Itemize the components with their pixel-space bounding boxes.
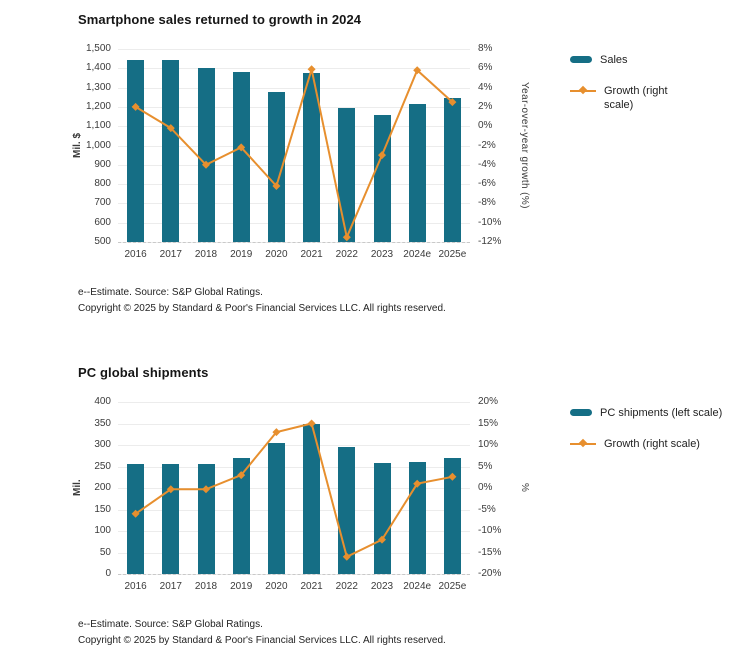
- x-axis-label: 2019: [230, 249, 253, 260]
- growth-line: [118, 396, 470, 574]
- x-axis-label: 2016: [124, 581, 147, 592]
- x-axis-label: 2023: [370, 581, 394, 592]
- x-axis-line: [118, 574, 470, 575]
- y-axis-tick-label-left: 800: [94, 178, 111, 190]
- source-footnote: e--Estimate. Source: S&P Global Ratings.: [78, 287, 263, 298]
- y-axis-tick-label-right: 5%: [478, 460, 493, 472]
- legend-label: Growth (right scale): [604, 438, 700, 450]
- chart-plot-area: [72, 396, 542, 606]
- y-axis-tick-label-left: 200: [94, 482, 111, 493]
- y-axis-tick-label-right: -5%: [478, 503, 496, 515]
- y-axis-tick-label-left: 400: [94, 396, 111, 407]
- bar-swatch-icon: [570, 56, 592, 63]
- y-axis-tick-label-left: 1,300: [85, 81, 111, 93]
- copyright-footnote: Copyright © 2025 by Standard & Poor's Financial Services LLC. All rights reserved.: [78, 635, 446, 646]
- right-axis-title: %: [519, 483, 530, 493]
- legend-item-growth: [570, 84, 692, 112]
- growth-line-marker: [343, 553, 351, 561]
- x-axis-label: 2021: [300, 249, 323, 260]
- y-axis-tick-label-left: 500: [94, 236, 111, 247]
- y-axis-tick-label-left: 350: [94, 417, 111, 429]
- growth-line-marker: [308, 65, 316, 73]
- growth-line-marker: [343, 233, 351, 241]
- y-axis-tick-label-right: 20%: [478, 396, 499, 407]
- y-axis-tick-label-right: 0%: [478, 120, 493, 132]
- y-axis-tick-label-left: 1,000: [85, 139, 111, 151]
- chart-legend: [570, 43, 692, 129]
- legend-item-sales: [570, 53, 692, 67]
- copyright-footnote: Copyright © 2025 by Standard & Poor's Financial Services LLC. All rights reserved.: [78, 303, 446, 314]
- pc-shipments-section: [72, 365, 750, 647]
- x-axis-label: 2022: [335, 249, 358, 260]
- x-axis-label: 2017: [159, 249, 182, 260]
- x-axis-line: [118, 242, 470, 243]
- y-axis-tick-label-right: -8%: [478, 197, 496, 209]
- x-axis-label: 2021: [300, 581, 323, 592]
- y-axis-tick-label-left: 1,200: [85, 100, 111, 112]
- y-axis-tick-label-left: 100: [94, 525, 111, 536]
- x-axis-label: 2017: [159, 581, 182, 592]
- left-axis-title: Mil. $: [72, 133, 83, 159]
- growth-line-marker: [202, 485, 210, 493]
- y-axis-tick-label-right: 4%: [478, 81, 493, 93]
- y-axis-tick-label-right: 10%: [478, 439, 499, 450]
- x-axis-label: 2016: [124, 249, 147, 260]
- y-axis-tick-label-left: 0: [105, 568, 111, 579]
- chart-title: Smartphone sales returned to growth in 2024: [78, 12, 362, 27]
- y-axis-tick-label-left: 1,100: [85, 120, 111, 132]
- chart-plot-area: [72, 43, 542, 274]
- y-axis-tick-label-right: 6%: [478, 62, 493, 74]
- y-axis-tick-label-right: -20%: [478, 568, 502, 579]
- x-axis-label: 2020: [265, 249, 288, 260]
- x-axis-label: 2018: [194, 249, 218, 260]
- chart-row: [72, 43, 750, 274]
- x-axis-label: 2019: [230, 581, 253, 592]
- legend-item-growth: [570, 437, 724, 451]
- y-axis-tick-label-right: -12%: [478, 236, 502, 247]
- line-swatch-icon: [570, 90, 596, 92]
- y-axis-tick-label-right: -4%: [478, 158, 496, 170]
- source-footnote: e--Estimate. Source: S&P Global Ratings.: [78, 619, 263, 630]
- x-axis-label: 2025e: [438, 581, 467, 592]
- y-axis-tick-label-right: 0%: [478, 482, 493, 493]
- y-axis-tick-label-right: 8%: [478, 43, 493, 54]
- legend-label: Sales: [600, 54, 628, 66]
- growth-line-marker: [308, 420, 316, 428]
- legend-label: PC shipments (left scale): [600, 407, 723, 419]
- growth-line-marker: [378, 151, 386, 159]
- y-axis-tick-label-right: -6%: [478, 178, 496, 190]
- y-axis-tick-label-left: 1,500: [85, 43, 111, 54]
- growth-line: [118, 43, 470, 242]
- y-axis-tick-label-left: 700: [94, 197, 111, 209]
- smartphone-sales-section: [72, 12, 750, 315]
- x-axis-label: 2023: [370, 249, 394, 260]
- y-axis-tick-label-left: 50: [99, 546, 111, 558]
- y-axis-tick-label-left: 150: [94, 503, 111, 515]
- x-axis-label: 2024e: [403, 249, 432, 260]
- growth-line-marker: [448, 473, 456, 481]
- y-axis-tick-label-right: -2%: [478, 139, 496, 151]
- chart-legend: [570, 396, 724, 468]
- legend-item-pc-shipments: [570, 406, 724, 420]
- right-axis-title: Year-over-year growth (%): [519, 82, 530, 209]
- y-axis-tick-label-right: -10%: [478, 216, 502, 228]
- x-axis-label: 2020: [265, 581, 288, 592]
- bar-swatch-icon: [570, 409, 592, 416]
- x-axis-label: 2025e: [438, 249, 467, 260]
- y-axis-tick-label-left: 250: [94, 460, 111, 472]
- y-axis-tick-label-left: 900: [94, 158, 111, 170]
- chart-row: [72, 396, 750, 606]
- x-axis-label: 2024e: [403, 581, 432, 592]
- y-axis-tick-label-right: 2%: [478, 100, 493, 112]
- legend-label: Growth (right scale): [604, 85, 668, 111]
- y-axis-tick-label-right: -10%: [478, 525, 502, 536]
- y-axis-tick-label-right: -15%: [478, 546, 502, 558]
- y-axis-tick-label-right: 15%: [478, 417, 499, 429]
- chart-title: PC global shipments: [78, 365, 209, 380]
- line-swatch-icon: [570, 443, 596, 445]
- x-axis-label: 2022: [335, 581, 358, 592]
- x-axis-label: 2018: [194, 581, 218, 592]
- y-axis-tick-label-left: 1,400: [85, 62, 111, 74]
- left-axis-title: Mil.: [72, 479, 83, 497]
- y-axis-tick-label-left: 600: [94, 216, 111, 228]
- y-axis-tick-label-left: 300: [94, 439, 111, 450]
